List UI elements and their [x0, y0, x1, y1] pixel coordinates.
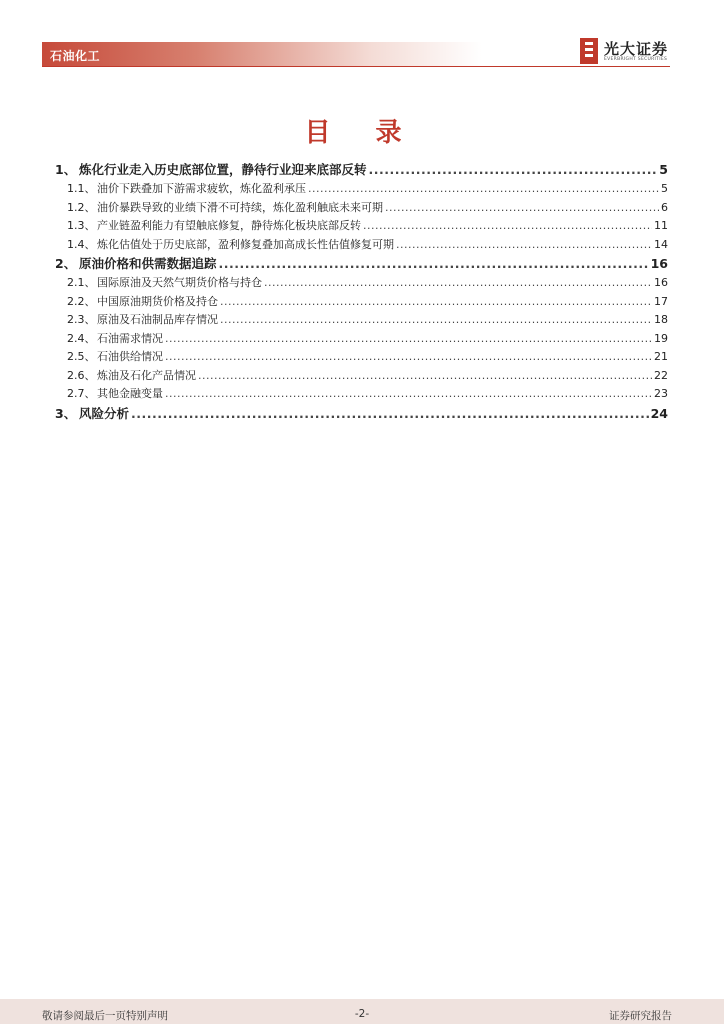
toc-entry-number: 1、: [55, 162, 77, 177]
toc-entry-number: 1.1、: [67, 182, 96, 195]
header-divider: [42, 66, 670, 67]
toc-entry[interactable]: [55, 199, 668, 218]
toc-leader-dots: [396, 238, 652, 251]
toc-entry-title: 炼化行业走入历史底部位置，静待行业迎来底部反转: [79, 162, 367, 177]
toc-entry-title: 风险分析: [79, 405, 130, 421]
toc-leader-dots: [220, 313, 652, 326]
footer-disclaimer: 敬请参阅最后一页特别声明: [42, 1010, 168, 1022]
toc-entry-title: 石油需求情况: [97, 331, 163, 345]
toc-entry[interactable]: [55, 311, 668, 330]
toc-entry[interactable]: [55, 160, 668, 180]
table-of-contents: [55, 160, 668, 424]
toc-leader-dots: [308, 182, 659, 195]
toc-entry[interactable]: [55, 274, 668, 293]
toc-entry[interactable]: [55, 254, 668, 274]
toc-entry-title: 原油价格和供需数据追踪: [79, 256, 217, 271]
logo-mark-icon: [580, 38, 598, 64]
toc-entry-title: 油价下跌叠加下游需求疲软，炼化盈利承压: [97, 182, 306, 195]
toc-entry-number: 2.1、: [67, 276, 96, 289]
toc-entry-title: 原油及石油制品库存情况: [97, 313, 218, 326]
toc-title: 目 录: [304, 118, 420, 148]
toc-entry-page: 5: [661, 182, 668, 195]
toc-entry-number: 3、: [55, 405, 77, 421]
toc-leader-dots: [165, 387, 652, 400]
toc-entry[interactable]: [55, 385, 668, 404]
toc-leader-dots: [220, 295, 652, 308]
toc-entry-page: 14: [654, 237, 668, 251]
toc-entry-title: 其他金融变量: [97, 387, 163, 400]
toc-leader-dots: [198, 369, 652, 382]
toc-leader-dots: [264, 276, 652, 289]
toc-entry[interactable]: [55, 180, 668, 199]
toc-entry[interactable]: [55, 330, 668, 349]
logo-text: 光大证券: [604, 40, 669, 58]
toc-entry-page: 16: [654, 276, 668, 289]
toc-leader-dots: [363, 219, 652, 232]
toc-entry[interactable]: [55, 348, 668, 367]
toc-entry-number: 2.4、: [67, 331, 96, 345]
toc-entry[interactable]: [55, 367, 668, 386]
section-tag: 石油化工: [50, 49, 101, 63]
toc-entry-page: 16: [650, 256, 668, 271]
toc-entry-title: 炼化估值处于历史底部，盈利修复叠加高成长性估值修复可期: [97, 237, 394, 251]
toc-entry-page: 11: [654, 219, 668, 232]
logo-subtext: EVERBRIGHT SECURITIES: [604, 57, 668, 62]
toc-leader-dots: [369, 162, 658, 177]
toc-entry-number: 1.2、: [67, 200, 96, 214]
toc-entry-page: 22: [654, 368, 668, 382]
toc-entry-title: 中国原油期货价格及持仓: [97, 294, 218, 308]
toc-entry-number: 2.6、: [67, 368, 96, 382]
toc-entry-title: 炼油及石化产品情况: [97, 368, 196, 382]
toc-entry-page: 5: [659, 162, 668, 177]
footer-page-number: -2-: [354, 1008, 370, 1020]
toc-entry-number: 2.7、: [67, 387, 96, 400]
toc-entry-page: 19: [654, 331, 668, 345]
toc-entry-title: 产业链盈利能力有望触底修复，静待炼化板块底部反转: [97, 219, 361, 232]
header-band: [42, 42, 482, 66]
toc-leader-dots: [131, 406, 649, 421]
toc-leader-dots: [165, 350, 652, 363]
toc-entry-number: 2.3、: [67, 313, 96, 326]
toc-entry-page: 6: [661, 200, 668, 214]
toc-entry-page: 21: [654, 350, 668, 363]
toc-entry-title: 油价暴跌导致的业绩下滑不可持续，炼化盈利触底未来可期: [97, 200, 383, 214]
toc-leader-dots: [165, 332, 652, 345]
toc-entry-number: 2.2、: [67, 294, 96, 308]
toc-entry-number: 2.5、: [67, 350, 96, 363]
toc-entry-page: 17: [654, 294, 668, 308]
toc-entry-title: 石油供给情况: [97, 350, 163, 363]
toc-entry[interactable]: [55, 404, 668, 424]
toc-entry[interactable]: [55, 293, 668, 312]
toc-entry-page: 23: [654, 387, 668, 400]
company-logo: [580, 38, 680, 68]
toc-entry-page: 18: [654, 313, 668, 326]
toc-entry[interactable]: [55, 217, 668, 236]
toc-entry-page: 24: [650, 405, 668, 421]
footer-report-type: 证券研究报告: [609, 1010, 672, 1022]
toc-entry-number: 2、: [55, 256, 77, 271]
toc-leader-dots: [385, 201, 659, 214]
toc-leader-dots: [219, 256, 649, 271]
toc-entry-title: 国际原油及天然气期货价格与持仓: [97, 276, 262, 289]
toc-entry-number: 1.4、: [67, 237, 96, 251]
toc-entry-number: 1.3、: [67, 219, 96, 232]
toc-entry[interactable]: [55, 236, 668, 255]
